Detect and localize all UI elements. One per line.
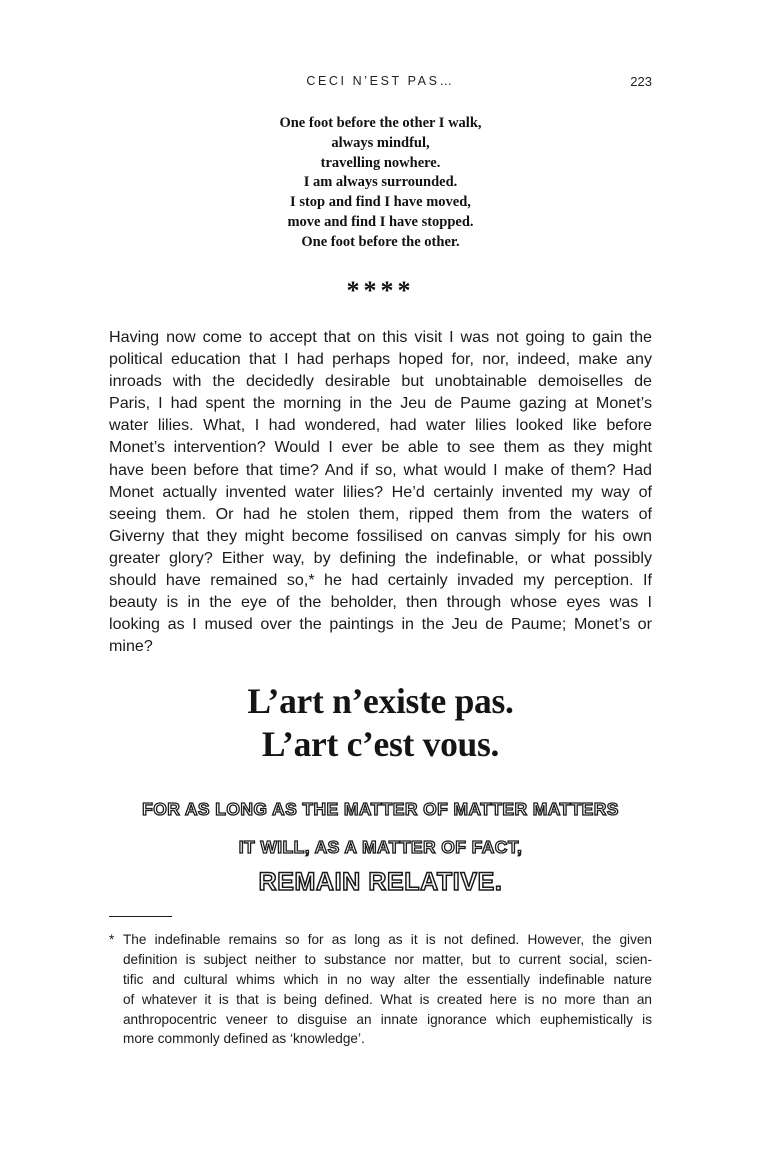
section-separator: ****	[346, 276, 415, 305]
poem-line: One foot before the other.	[301, 233, 460, 250]
body-line: Having now come to accept that on this visit I was not going to gain the	[109, 328, 652, 346]
footnote-rule	[109, 916, 172, 917]
poem-line: travelling nowhere.	[320, 154, 441, 171]
poem-line: always mindful,	[331, 134, 430, 151]
footnote-marker: *	[109, 932, 115, 947]
outlined-line-2: IT WILL, AS A MATTER OF FACT,	[238, 837, 523, 857]
slogan	[0, 680, 761, 766]
body-line: seeing them. Or had he stolen them, ripped them from the waters of	[109, 504, 652, 523]
body-paragraph	[109, 326, 652, 657]
body-line: Monet actually invented water lilies? He’d certainly invented my way of	[109, 482, 652, 501]
running-head	[0, 74, 761, 94]
footnote-line: definition is subject neither to substance nor matter, but to current social, scien-	[123, 951, 652, 967]
poem-line: I stop and find I have moved,	[290, 194, 471, 211]
running-title: CECI N’EST PAS…	[306, 74, 455, 88]
poem-line: move and find I have stopped.	[287, 213, 474, 230]
body-line: inroads with the decidedly desirable but unobtainable demoiselles de	[109, 372, 652, 391]
footnote	[109, 930, 652, 1049]
body-line: political education that I had perhaps hoped for, nor, indeed, make any	[109, 350, 652, 369]
body-line: Giverny that they might become fossilised on canvas simply for his own	[109, 526, 652, 545]
poem-line: One foot before the other I walk,	[279, 115, 482, 131]
footnote-line: The indefinable remains so for as long as it is not defined. However, the given	[123, 932, 652, 947]
body-line: greater glory? Either way, by defining the indefinable, or what possibly	[109, 548, 652, 567]
body-line: Monet’s intervention? Would I ever be able to see them as they might	[109, 438, 652, 457]
slogan-line-1: L’art n’existe pas.	[247, 681, 514, 721]
page-number: 223	[630, 74, 652, 89]
body-line: water lilies. What, I had wondered, had water lilies looked like before	[109, 416, 652, 435]
body-line: looking as I mused over the paintings in the Jeu de Paume; Monet’s or	[109, 615, 652, 634]
footnote-line: of whatever it is that is being defined. What is created here is no more than an	[123, 991, 652, 1007]
body-line: mine?	[109, 637, 153, 656]
outlined-line-3: REMAIN RELATIVE.	[258, 868, 503, 896]
footnote-line: more commonly defined as ‘knowledge’.	[123, 1031, 365, 1047]
body-line: should have remained so,* he had certainly invaded my perception. If	[109, 571, 652, 590]
poem	[0, 114, 761, 253]
body-line: beauty is in the eye of the beholder, then through whose eyes was I	[109, 593, 652, 612]
body-line: Paris, I had spent the morning in the Jeu de Paume gazing at Monet’s	[109, 394, 652, 413]
body-line: have been before that time? And if so, what would I make of them? Had	[109, 460, 652, 479]
footnote-line: anthropocentric veneer to disguise an innate ignorance which euphemistically is	[123, 1011, 652, 1027]
footnote-line: tific and cultural whims which in no way alter the essentially indefinable nature	[123, 971, 652, 987]
slogan-line-2: L’art c’est vous.	[261, 724, 500, 764]
poem-line: I am always surrounded.	[303, 174, 458, 191]
outlined-line-1: FOR AS LONG AS THE MATTER OF MATTER MATTERS	[142, 799, 619, 819]
